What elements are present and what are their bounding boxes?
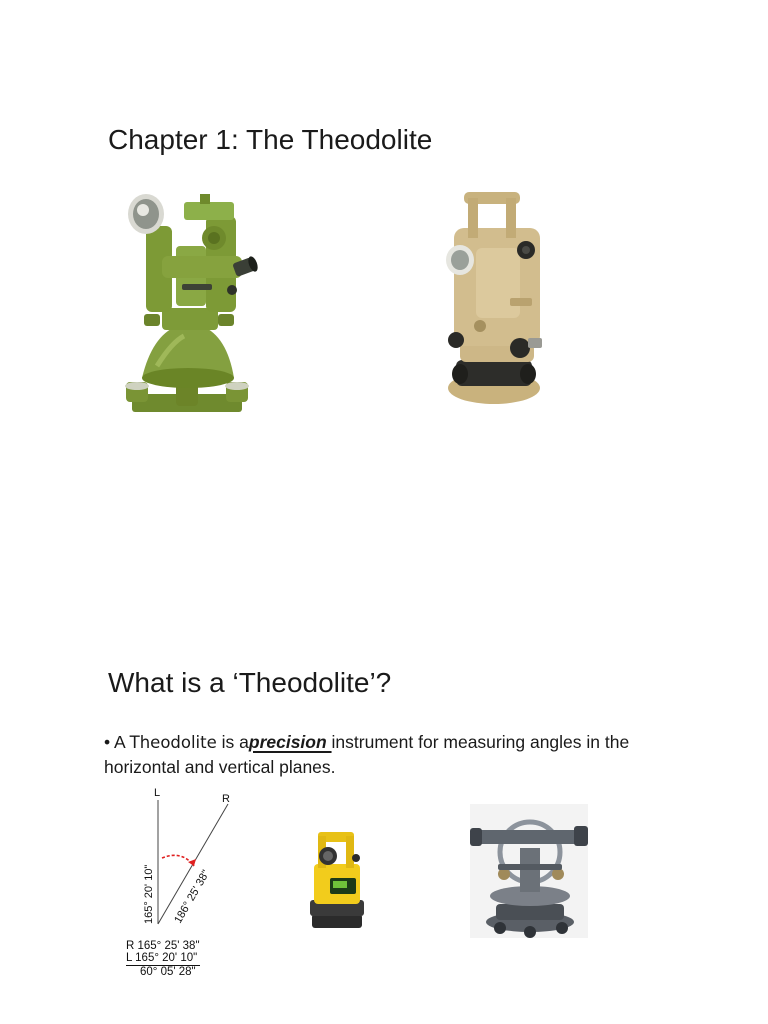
angle-diagram xyxy=(134,784,244,930)
slide1-title: Chapter 1: The Theodolite xyxy=(108,124,433,155)
bullet-mid: is a xyxy=(216,732,249,752)
diagram-label-r: R xyxy=(222,793,230,805)
beige-theodolite-photo xyxy=(440,188,546,408)
slide2-title: What is a ‘Theodolite’? xyxy=(108,667,392,698)
diagram-angle-right: 186° 25' 38" xyxy=(172,868,213,926)
bullet-term: Theodolite xyxy=(129,733,217,752)
calc-result: 60° 05' 28" xyxy=(140,966,196,978)
bullet-marker: • xyxy=(104,732,111,752)
calc-r-line: R 165° 25' 38" xyxy=(126,940,200,952)
angle-arrow xyxy=(162,855,194,866)
antique-theodolite-photo xyxy=(470,804,588,938)
definition-bullet xyxy=(104,730,664,779)
calc-l-line: L 165° 20' 10" xyxy=(126,952,200,966)
bullet-pre: A xyxy=(114,732,130,752)
bullet-post: instrument for measuring angles in the horizontal and vertical planes. xyxy=(104,732,630,777)
bullet-emphasis: precision xyxy=(248,732,332,752)
angle-calculation xyxy=(126,940,200,978)
green-theodolite-photo xyxy=(122,186,262,418)
diagram-angle-left: 165° 20' 10" xyxy=(143,864,155,924)
diagram-label-l: L xyxy=(154,787,161,799)
yellow-digital-theodolite-photo xyxy=(306,828,368,932)
